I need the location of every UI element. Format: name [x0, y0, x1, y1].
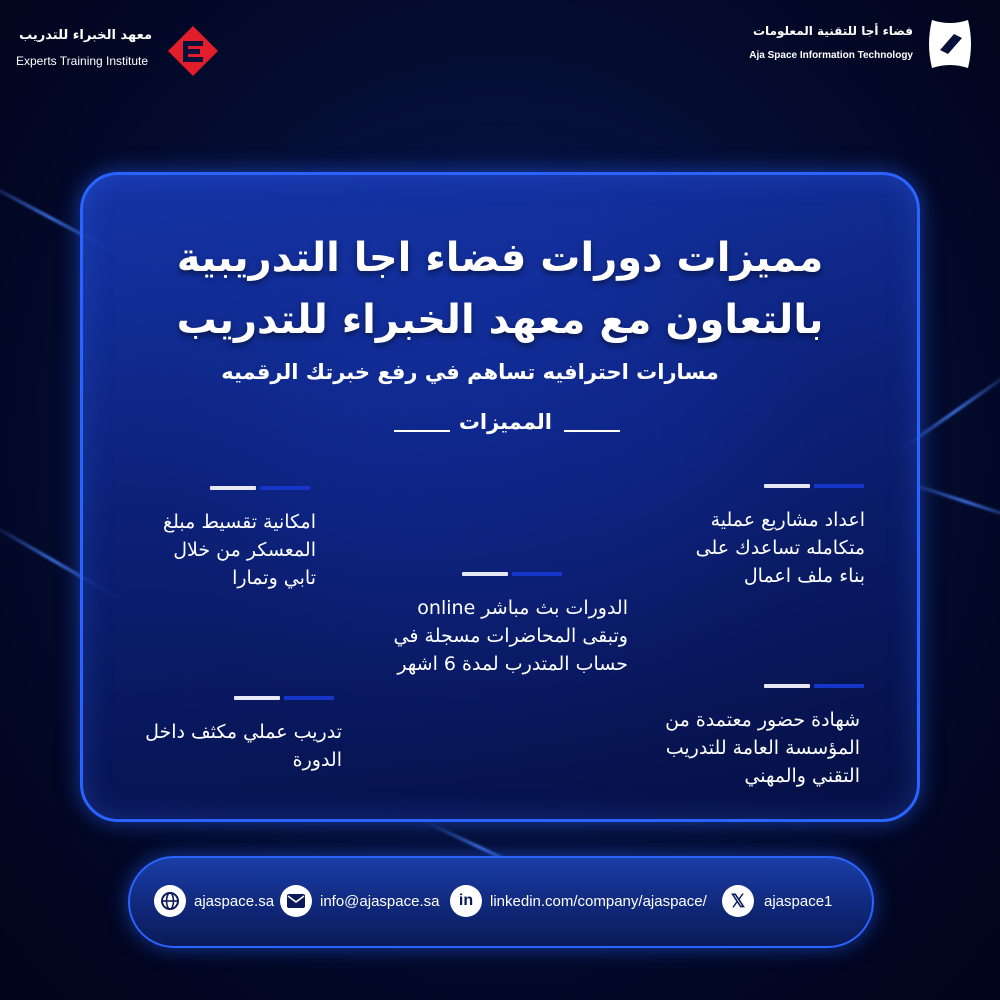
- card-subtitle: مسارات احترافيه تساهم في رفع خبرتك الرقميه: [221, 360, 719, 384]
- website-label: ajaspace.sa: [194, 892, 275, 910]
- section-divider-right: [564, 430, 620, 432]
- x-link[interactable]: [722, 884, 832, 918]
- aja-logo-arabic: فضاء أجا للتقنية المعلومات: [753, 24, 913, 38]
- card-title-line1: مميزات دورات فضاء اجا التدريبية: [176, 235, 824, 281]
- website-link[interactable]: [154, 884, 274, 918]
- feature-text: اعداد مشاريع عملية متكامله تساعدك على بناء ملف اعمال: [695, 509, 865, 587]
- email-icon: [280, 885, 312, 917]
- feature-accent-bars: [210, 486, 310, 490]
- feature-item: [118, 508, 316, 592]
- feature-item: [360, 594, 628, 678]
- linkedin-link[interactable]: [450, 884, 707, 918]
- aja-space-logo-icon: [920, 14, 980, 74]
- aja-space-logo: [748, 14, 980, 76]
- feature-text: تدريب عملي مكثف داخل الدورة: [145, 721, 342, 771]
- feature-text: الدورات بث مباشر online وتبقى المحاضرات مسجلة في حساب المتدرب لمدة 6 اشهر: [393, 597, 628, 675]
- linkedin-label: linkedin.com/company/ajaspace/: [490, 892, 707, 910]
- email-link[interactable]: [280, 884, 439, 918]
- aja-logo-english: Aja Space Information Technology: [749, 50, 913, 61]
- feature-accent-bars: [462, 572, 562, 576]
- linkedin-icon: in: [450, 885, 482, 917]
- feature-text: شهادة حضور معتمدة من المؤسسة العامة للتدريب التقني والمهني: [665, 709, 860, 787]
- card-title-line2: بالتعاون مع معهد الخبراء للتدريب: [176, 297, 824, 343]
- feature-accent-bars: [764, 684, 864, 688]
- experts-logo-arabic: معهد الخبراء للتدريب: [19, 28, 152, 43]
- globe-icon: [154, 885, 186, 917]
- feature-item: [110, 718, 342, 774]
- section-divider-left: [394, 430, 450, 432]
- feature-accent-bars: [764, 484, 864, 488]
- feature-accent-bars: [234, 696, 334, 700]
- x-label: ajaspace1: [764, 892, 833, 910]
- features-section-heading: [394, 410, 620, 442]
- email-label: info@ajaspace.sa: [320, 892, 440, 910]
- experts-institute-logo: [16, 24, 221, 80]
- x-icon: 𝕏: [722, 885, 754, 917]
- feature-item: [640, 506, 865, 590]
- section-label: المميزات: [458, 410, 552, 434]
- feature-text: امكانية تقسيط مبلغ المعسكر من خلال تابي وتمارا: [163, 511, 316, 589]
- feature-item: [610, 706, 860, 790]
- experts-e-logo-icon: [166, 24, 220, 78]
- experts-logo-english: Experts Training Institute: [16, 54, 149, 68]
